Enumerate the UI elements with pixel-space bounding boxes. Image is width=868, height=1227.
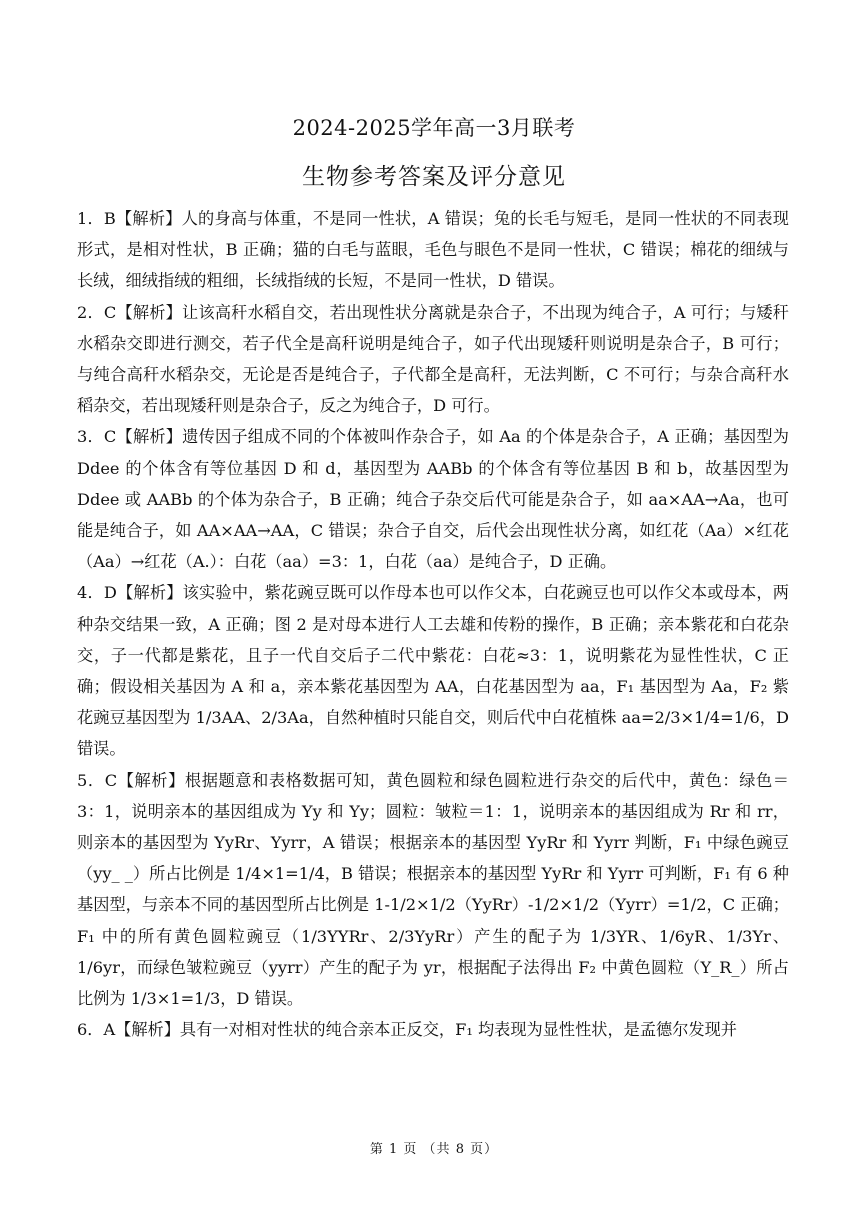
answer-item-6: 6．A【解析】具有一对相对性状的纯合亲本正反交，F₁ 均表现为显性性状，是孟德尔发现并 — [77, 1020, 737, 1040]
answer-item-4: 4．D【解析】该实验中，紫花豌豆既可以作母本也可以作父本，白花豌豆也可以作父本或母本，两种杂交结果一致，A 正确；图 2 是对母本进行人工去雄和传粉的操作，B 正确；亲本紫花和白花杂交，子一代都是紫花，且子一代自交后子二代中紫花：白花≈3：1，说明紫花为显性性状，C 正确；假设相关基因为 A 和 a，亲本紫花基因型为 AA，白花基因型为 aa，F₁ 基因型为 Aa，F₂ 紫花豌豆基因型为 1/3AA、2/3Aa，自然种植时只能自交，则后代中白花植株 aa=2/3×1/4=1/6，D 错误。 — [77, 583, 789, 759]
answer-item-2: 2．C【解析】让该高秆水稻自交，若出现性状分离就是杂合子，不出现为纯合子，A 可行；与矮秆水稻杂交即进行测交，若子代全是高秆说明是纯合子，如子代出现矮秆则说明是杂合子，B 可行；与纯合高秆水稻杂交，无论是否是纯合子，子代都全是高秆，无法判断，C 不可行；与杂合高秆水稻杂交，若出现矮秆则是杂合子，反之为纯合子，D 可行。 — [77, 302, 789, 416]
answer-item-3: 3．C【解析】遗传因子组成不同的个体被叫作杂合子，如 Aa 的个体是杂合子，A 正确；基因型为 Ddee 的个体含有等位基因 D 和 d，基因型为 AABb 的个体含有等位基因 B 和 b，故基因型为 Ddee 或 AABb 的个体为杂合子，B 正确；纯合子杂交后代可能是杂合子，如 aa×AA→Aa，也可能是纯合子，如 AA×AA→AA，C 错误；杂合子自交，后代会出现性状分离，如红花（Aa）×红花（Aa）→红花（A.）：白花（aa）=3：1，白花（aa）是纯合子，D 正确。 — [77, 427, 789, 572]
answer-list — [77, 203, 789, 1045]
exam-subtitle: 生物参考答案及评分意见 — [302, 164, 566, 190]
answer-item-5: 5．C【解析】根据题意和表格数据可知，黄色圆粒和绿色圆粒进行杂交的后代中，黄色：绿色＝3：1，说明亲本的基因组成为 Yy 和 Yy；圆粒：皱粒＝1：1，说明亲本的基因组成为 Rr 和 rr，则亲本的基因型为 YyRr、Yyrr，A 错误；根据亲本的基因型 YyRr 和 Yyrr 判断，F₁ 中绿色豌豆（yy_ _）所占比例是 1/4×1=1/4，B 错误；根据亲本的基因型 YyRr 和 Yyrr 可判断，F₁ 有 6 种基因型，与亲本不同的基因型所占比例是 1-1/2×1/2（YyRr）-1/2×1/2（Yyrr）=1/2，C 正确；F₁ 中的所有黄色圆粒豌豆（1/3YYRr、2/3YyRr）产生的配子为 1/3YR、1/6yR、1/3Yr、1/6yr，而绿色皱粒豌豆（yyrr）产生的配子为 yr，根据配子法得出 F₂ 中黄色圆粒（Y_R_）所占比例为 1/3×1=1/3，D 错误。 — [77, 770, 789, 1009]
page-number: 第 1 页 （共 8 页） — [369, 1142, 499, 1157]
answer-item-1: 1．B【解析】人的身高与体重，不是同一性状，A 错误；兔的长毛与短毛，是同一性状的不同表现形式，是相对性状，B 正确；猫的白毛与蓝眼，毛色与眼色不是同一性状，C 错误；棉花的细绒与长绒，细绒指绒的粗细，长绒指绒的长短，不是同一性状，D 错误。 — [77, 209, 789, 291]
exam-title: 2024-2025学年高一3月联考 — [292, 116, 576, 140]
